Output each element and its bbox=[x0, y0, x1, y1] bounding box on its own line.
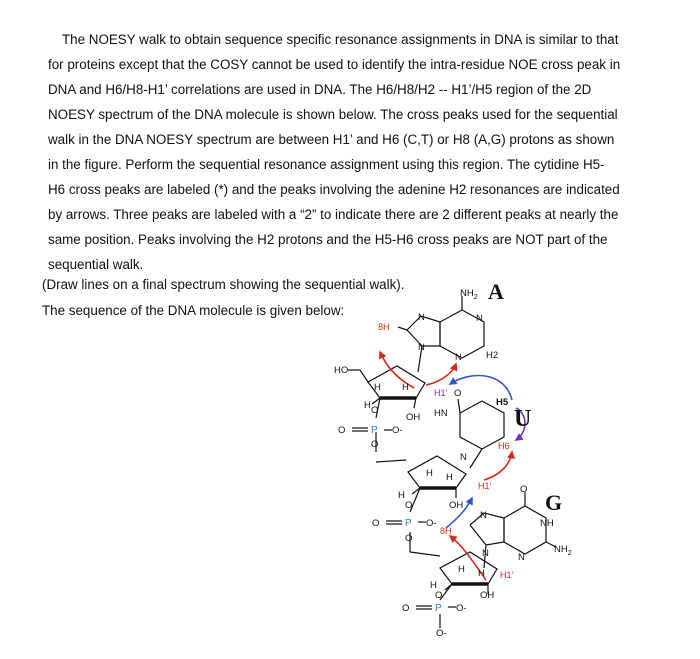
o-label: O bbox=[372, 518, 380, 529]
phosphorus-label: P bbox=[435, 603, 442, 614]
oh-label: OH bbox=[480, 590, 495, 601]
phosphate2-to-sugar3 bbox=[410, 552, 440, 556]
n-label: N bbox=[418, 312, 425, 323]
o-minus-label: O- bbox=[456, 603, 467, 614]
h-label: H bbox=[398, 490, 405, 501]
phosphorus-label: P bbox=[405, 518, 412, 529]
n-label: N bbox=[476, 313, 483, 324]
paragraph-line: NOESY spectrum of the DNA molecule is shown below. The cross peaks used for the sequential bbox=[48, 107, 618, 122]
paragraph-line: sequential walk. bbox=[48, 257, 144, 272]
sugar-ring-2 bbox=[408, 456, 466, 488]
paragraph-line: by arrows. Three peaks are labeled with a “2” to indicate there are 2 different peaks at nearly the bbox=[48, 207, 619, 222]
oh-label: OH bbox=[406, 412, 421, 423]
paragraph-line: same position. Peaks involving the H2 protons and the H5-H6 cross peaks are NOT part of the bbox=[48, 232, 608, 247]
h2-label: H2 bbox=[486, 350, 499, 361]
o-label: O bbox=[454, 388, 462, 399]
paragraph-line: walk in the DNA NOESY spectrum are between H1’ and H6 (C,T) or H8 (A,G) protons as shown bbox=[48, 132, 615, 147]
paragraph-line: DNA and H6/H8-H1’ correlations are used in DNA. The H6/H8/H2 -- H1’/H5 region of the 2D bbox=[48, 82, 592, 97]
h-label: H bbox=[402, 382, 409, 393]
oh-label: OH bbox=[449, 500, 464, 511]
n-label: N bbox=[482, 548, 489, 559]
h-label: H bbox=[478, 568, 485, 579]
sequence-label: The sequence of the DNA molecule is given below: bbox=[42, 303, 345, 318]
n-label: N bbox=[518, 552, 525, 563]
base-letter-u: U bbox=[514, 406, 532, 432]
h-label: H bbox=[446, 472, 453, 483]
n-label: N bbox=[418, 342, 425, 353]
phosphorus-label: P bbox=[371, 425, 378, 436]
guanine-bond bbox=[470, 525, 486, 545]
h-label: H bbox=[430, 580, 437, 591]
nh-label: NH bbox=[540, 518, 554, 529]
h1-adenine-label: H1’ bbox=[434, 388, 448, 398]
uracil-glycosidic-bond bbox=[470, 449, 482, 468]
h6-label: H6 bbox=[498, 441, 510, 451]
h-label: H bbox=[364, 400, 371, 411]
h5-label: H5 bbox=[496, 397, 509, 408]
base-letter-g: G bbox=[545, 490, 563, 515]
o-label: O bbox=[405, 500, 413, 511]
phosphate1-to-sugar2 bbox=[376, 460, 406, 462]
n-label: N bbox=[455, 352, 462, 363]
sugar1-c5-bond bbox=[360, 370, 368, 382]
n-label: N bbox=[480, 510, 487, 521]
uracil-o-bond bbox=[458, 399, 460, 413]
o-label: O bbox=[371, 439, 379, 450]
h-label: H bbox=[374, 382, 381, 393]
guanine-pyrimidine-ring bbox=[504, 506, 546, 554]
adenine-h8-bond bbox=[398, 327, 407, 330]
paragraph-line: for proteins except that the COSY cannot be used to identify the intra-residue NOE cross peak in bbox=[48, 57, 621, 72]
h8-guanine-label: 8H bbox=[440, 526, 452, 536]
h-label: H bbox=[458, 564, 465, 575]
o-label: O bbox=[371, 405, 379, 416]
instruction-text: (Draw lines on a final spectrum showing the sequential walk). bbox=[42, 277, 405, 292]
base-letter-a: A bbox=[488, 279, 504, 304]
ho-label: HO bbox=[334, 365, 349, 376]
hn-label: HN bbox=[434, 408, 448, 419]
noe-arrow-h1-adenine bbox=[426, 364, 456, 385]
noe-arrow-h1-to-h8-adenine bbox=[380, 352, 414, 388]
o-label: O bbox=[402, 603, 410, 614]
h-label: H bbox=[426, 468, 433, 479]
o-label: O bbox=[435, 590, 443, 601]
o-label: O bbox=[520, 484, 528, 495]
nh2-label-guanine: $NH_2$ bbox=[554, 544, 572, 557]
o-minus-label: O- bbox=[436, 628, 447, 639]
h8-adenine-label: 8H bbox=[378, 322, 390, 332]
paragraph-line: H6 cross peaks are labeled (*) and the peaks involving the adenine H2 resonances are indicated bbox=[48, 182, 620, 197]
o-label: O bbox=[405, 533, 413, 544]
n-label: N bbox=[460, 452, 467, 463]
h1-uracil-label: H1’ bbox=[478, 481, 492, 491]
guanine-imidazole-ring bbox=[470, 513, 504, 545]
h1-guanine-label: H1’ bbox=[500, 570, 514, 580]
o-minus-label: O- bbox=[392, 425, 403, 436]
nh2-label-adenine: $NH_2$ bbox=[460, 288, 478, 301]
paragraph-line: The NOESY walk to obtain sequence specific resonance assignments in DNA is similar to that bbox=[62, 32, 619, 47]
paragraph-line: in the figure. Perform the sequential resonance assignment using this region. The cytidine H5- bbox=[48, 157, 605, 172]
o-minus-label: O- bbox=[426, 518, 437, 529]
noe-arrow-h6-to-h1-uracil bbox=[484, 452, 512, 480]
o-label: O bbox=[338, 425, 346, 436]
